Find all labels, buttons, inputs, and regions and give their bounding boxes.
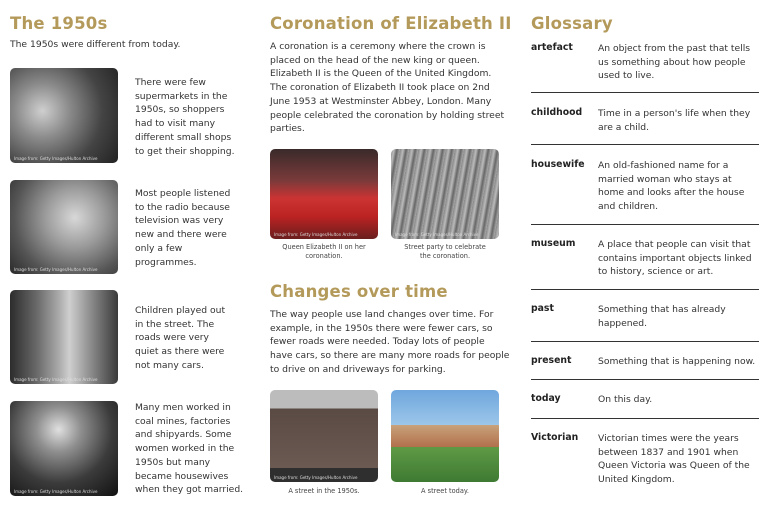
glossary-definition: An old-fashioned name for a married woman who stays at home and looks after the house and children. [598, 160, 745, 213]
photo-credit: Image from: Getty Images/Hulton Archive [14, 267, 98, 272]
section-title-changes: Changes over time [270, 282, 448, 301]
item-text-work: Many men worked in coal mines, factories and shipyards. Some women worked in the 1950s but many became housewives when they got married. [135, 402, 244, 496]
photo-radio [10, 180, 118, 274]
divider [531, 144, 759, 145]
item-text-shops: There were few supermarkets in the 1950s, so shoppers had to visit many different small shops to get their shopping. [135, 77, 235, 157]
photo-credit: Image from: Getty Images/Hulton Archive [274, 232, 358, 237]
glossary-term: artefact [531, 42, 573, 53]
divider [531, 379, 759, 380]
divider [531, 341, 759, 342]
glossary-definition: Something that has already happened. [598, 304, 726, 329]
glossary-definition: On this day. [598, 394, 653, 405]
photo-street-1950s [270, 390, 378, 482]
section-title-coronation: Coronation of Elizabeth II [270, 14, 512, 33]
intro-text: The 1950s were different from today. [10, 39, 181, 50]
caption-street-party: Street party to celebrate the coronation. [404, 243, 486, 260]
divider [531, 92, 759, 93]
glossary-term: present [531, 355, 572, 366]
section-title-glossary: Glossary [531, 14, 613, 33]
divider [531, 289, 759, 290]
divider [531, 224, 759, 225]
photo-credit: Image from: Getty Images/Hulton Archive [14, 489, 98, 494]
photo-queen-coronation [270, 149, 378, 239]
photo-street-today [391, 390, 499, 482]
changes-text: The way people use land changes over time. For example, in the 1950s there were fewer cars, so fewer roads were needed. Today lots of people have cars, so there are many more roads for people to drive on and driveways for parking. [270, 309, 510, 375]
glossary-definition: Time in a person's life when they are a child. [598, 108, 751, 133]
photo-street-party [391, 149, 499, 239]
glossary-term: housewife [531, 159, 585, 170]
photo-credit: Image from: Getty Images/Hulton Archive [274, 475, 358, 480]
photo-shop [10, 68, 118, 163]
glossary-term: museum [531, 238, 576, 249]
item-text-children: Children played out in the street. The roads were very quiet as there were not many cars. [135, 305, 226, 371]
glossary-term: Victorian [531, 432, 579, 443]
glossary-term: today [531, 393, 561, 404]
caption-queen: Queen Elizabeth II on her coronation. [282, 243, 366, 260]
glossary-definition: Victorian times were the years between 1837 and 1901 when Queen Victoria was Queen of the United Kingdom. [598, 433, 750, 486]
glossary-definition: Something that is happening now. [598, 356, 756, 367]
caption-street-today: A street today. [421, 487, 469, 495]
photo-credit: Image from: Getty Images/Hulton Archive [14, 377, 98, 382]
divider [531, 418, 759, 419]
photo-miners [10, 401, 118, 496]
item-text-radio: Most people listened to the radio because television was very new and there were only a few programmes. [135, 188, 231, 268]
section-title-1950s: The 1950s [10, 14, 108, 33]
photo-street-children [10, 290, 118, 384]
glossary-definition: An object from the past that tells us something about how people used to live. [598, 43, 751, 82]
photo-credit: Image from: Getty Images/Hulton Archive [14, 156, 98, 161]
caption-street-1950s: A street in the 1950s. [288, 487, 360, 495]
glossary-term: past [531, 303, 554, 314]
glossary-term: childhood [531, 107, 583, 118]
glossary-definition: A place that people can visit that contains important objects linked to history, science or art. [598, 239, 752, 278]
coronation-text: A coronation is a ceremony where the crown is placed on the head of the new king or queen. Elizabeth II is the Queen of the United Kingdom. The coronation of Elizabeth II took place on 2nd June 1953 at Westminster Abbey, London. Many people celebrated the coronation by holding street parties. [270, 41, 505, 135]
photo-credit: Image from: Getty Images/Hulton Archive [395, 232, 479, 237]
